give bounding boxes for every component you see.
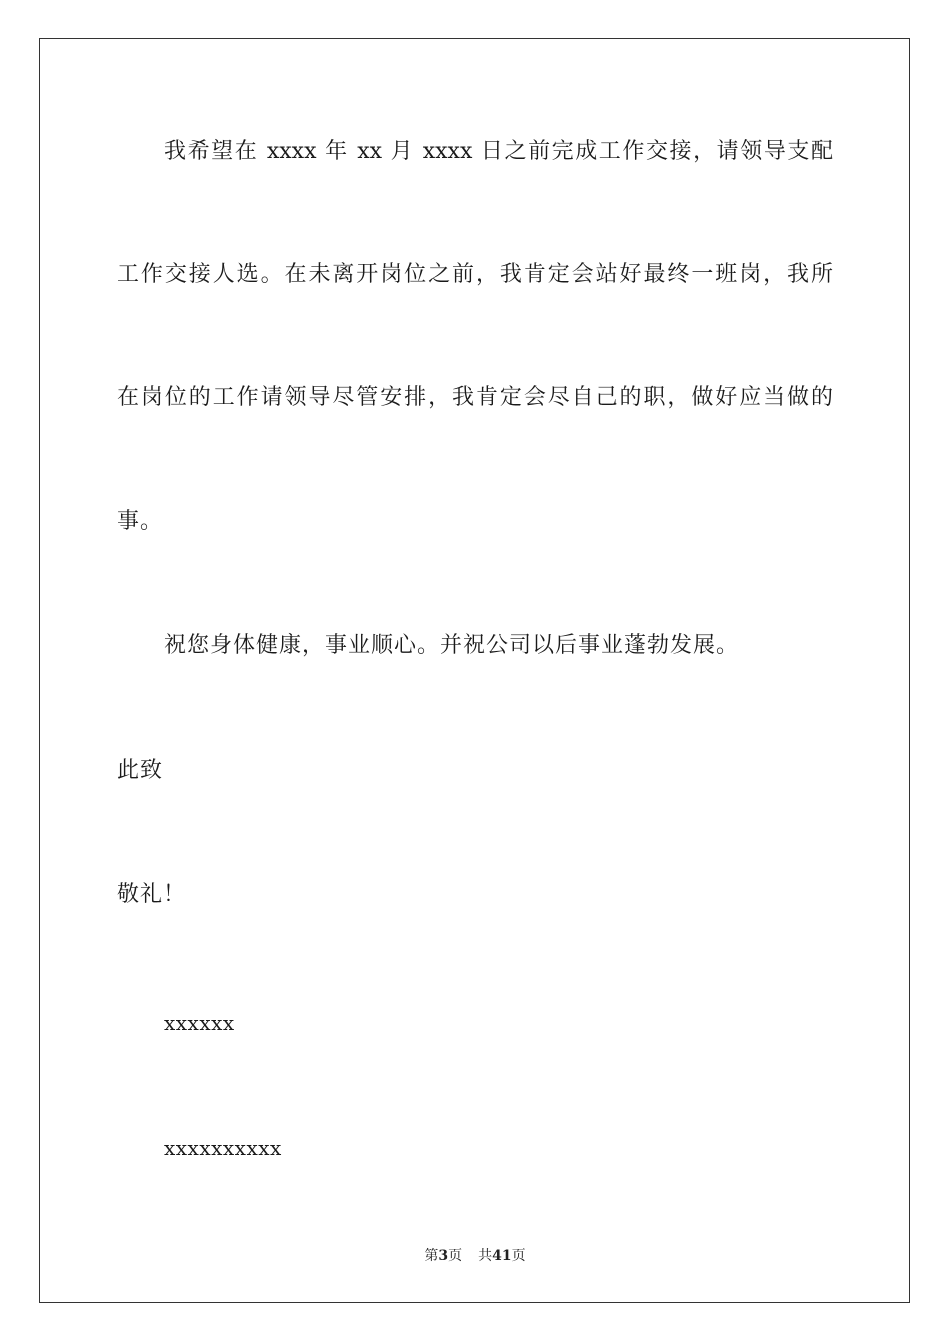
page-prefix: 第 <box>424 1248 439 1264</box>
page-border <box>39 38 910 1303</box>
total-suffix: 页 <box>511 1248 526 1264</box>
paragraph-1-line-3: 在岗位的工作请领导尽管安排，我肯定会尽自己的职，做好应当做的 <box>117 385 833 410</box>
paragraph-1-line-1: 我希望在 xxxx 年 xx 月 xxxx 日之前完成工作交接，请领导支配 <box>164 139 833 164</box>
page-number: 3 <box>438 1248 449 1264</box>
page-suffix: 页 <box>448 1248 463 1264</box>
paragraph-1-line-4: 事。 <box>117 509 164 534</box>
closing-regards: 敬礼！ <box>117 882 187 907</box>
total-prefix: 共 <box>478 1248 493 1264</box>
page-footer <box>0 1247 950 1265</box>
total-pages: 41 <box>492 1248 512 1264</box>
signature-name: xxxxxx <box>164 1011 235 1035</box>
paragraph-1-line-2: 工作交接人选。在未离开岗位之前，我肯定会站好最终一班岗，我所 <box>117 262 833 287</box>
signature-date: xxxxxxxxxx <box>164 1136 282 1160</box>
closing-salutation: 此致 <box>117 758 164 783</box>
paragraph-2: 祝您身体健康，事业顺心。并祝公司以后事业蓬勃发展。 <box>164 633 740 658</box>
